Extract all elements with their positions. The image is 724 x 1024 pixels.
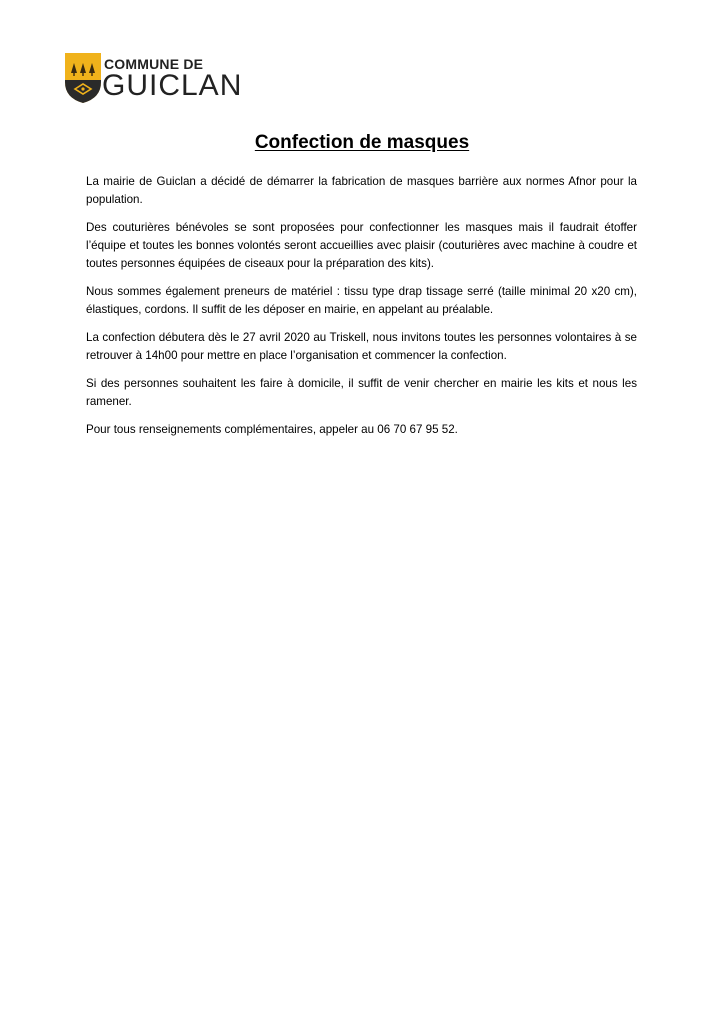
paragraph-start-date: La confection débutera dès le 27 avril 2020 au Triskell, nous invitons toutes les personnes volontaires à se retrouver à 14h00 pour mettre en place l’organisation et commencer la confection. [86,331,637,362]
logo-commune-de: COMMUNE DE [104,56,204,72]
shield-emblem-icon [64,52,102,104]
commune-logo [64,52,244,108]
paragraph-intro: La mairie de Guiclan a décidé de démarrer la fabrication de masques barrière aux normes Afnor pour la population. [86,175,637,206]
paragraph-volunteers: Des couturières bénévoles se sont proposées pour confectionner les masques mais il faudrait étoffer l’équipe et toutes les bonnes volontés seront accueillies avec plaisir (couturières avec machine à coudre et toutes personnes équipées de ciseaux pour la préparation des kits). [86,221,637,270]
document-title: Confection de masques [254,132,470,153]
paragraph-contact: Pour tous renseignements complémentaires, appeler au 06 70 67 95 52. [86,423,458,436]
paragraph-materials: Nous sommes également preneurs de matériel : tissu type drap tissage serré (taille minimal 20 x20 cm), élastiques, cordons. Il suffit de les déposer en mairie, en appelant au préalable. [86,285,637,316]
document-body [86,173,637,449]
logo-guiclan: GUICLAN [102,69,243,102]
paragraph-home-kits: Si des personnes souhaitent les faire à domicile, il suffit de venir chercher en mairie les kits et nous les ramener. [86,377,637,408]
